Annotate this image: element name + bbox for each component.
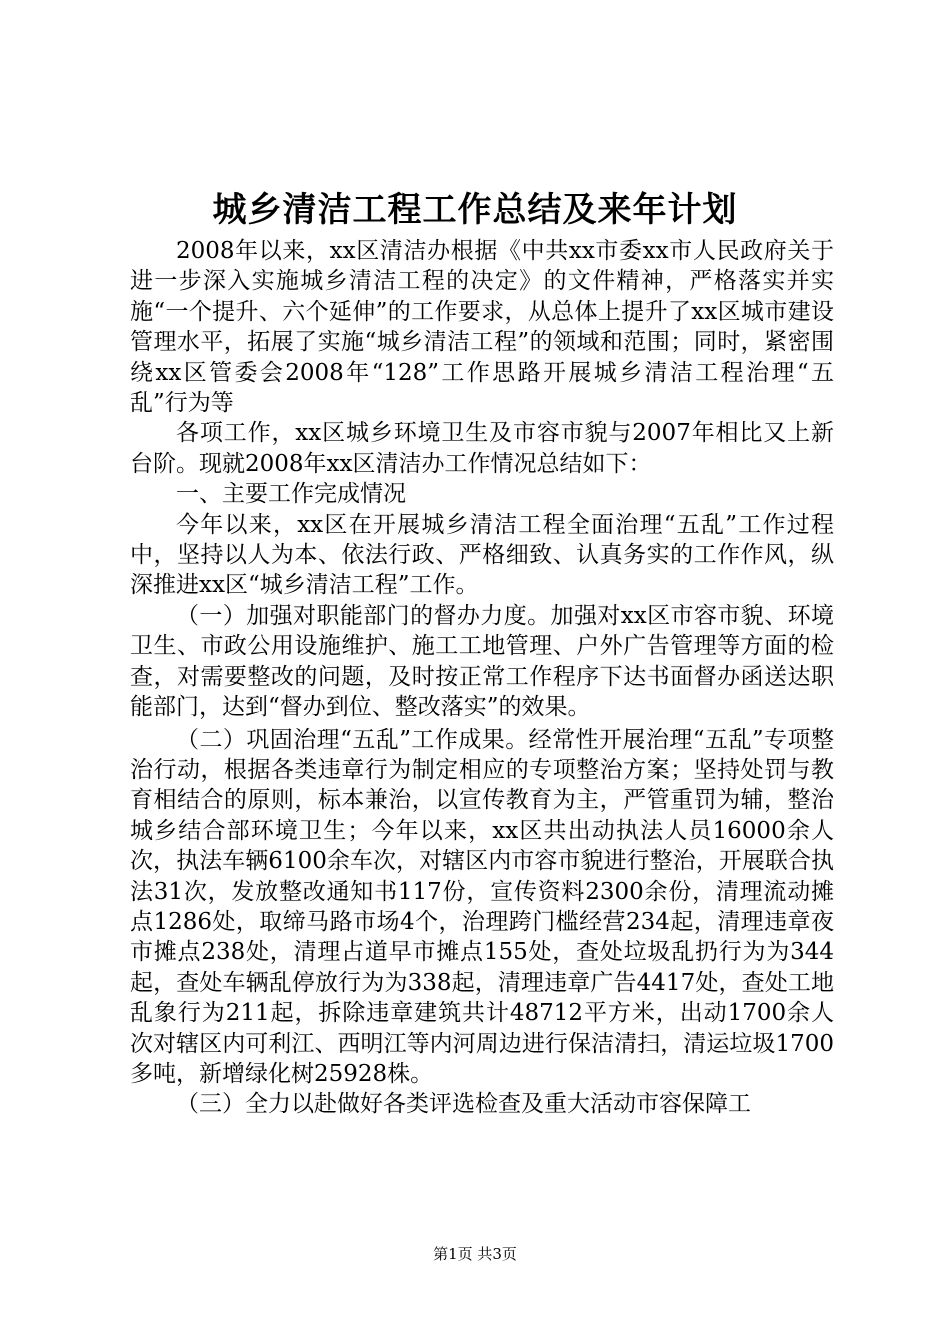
section-heading: 一、主要工作完成情况	[176, 481, 406, 508]
paragraph-item-2: （二）巩固治理“五乱”工作成果。经常性开展治理“五乱”专项整治行动，根据各类违章行为制定相应的专项整治方案；坚持处罚与教育相结合的原则，标本兼治，以宣传教育为主，严管重罚为辅，整治城乡结合部环境卫生；今年以来，xx区共出动执法人员16000余人次，执法车辆6100余车次，对辖区内市容市貌进行整治，开展联合执法31次，发放整改通知书117份，宣传资料2300余份，清理流动摊点1286处，取缔马路市场4个，治理跨门槛经营234起，清理违章夜市摊点238处，清理占道早市摊点155处，查处垃圾乱扔行为为344起，查处车辆乱停放行为为338起，清理违章广告4417处，查处工地乱象行为211起，拆除违章建筑共计48712平方米，出动1700余人次对辖区内可利江、西明江等内河周边进行保洁清扫，清运垃圾1700多吨，新增绿化树25928株。	[130, 726, 834, 1087]
paragraph-item-3: （三）全力以赴做好各类评选检查及重大活动市容保障工	[176, 1091, 751, 1118]
document-body	[130, 236, 834, 1120]
paragraph-intro-continued: 各项工作，xx区城乡环境卫生及市容市貌与2007年相比又上新台阶。现就2008年xx区清洁办工作情况总结如下：	[130, 420, 834, 477]
document-title: 城乡清洁工程工作总结及来年计划	[212, 190, 738, 230]
paragraph-intro: 2008年以来，xx区清洁办根据《中共xx市委xx市人民政府关于进一步深入实施城乡清洁工程的决定》的文件精神，严格落实并实施“一个提升、六个延伸”的工作要求，从总体上提升了xx区城市建设管理水平，拓展了实施“城乡清洁工程”的领域和范围；同时，紧密围绕xx区管委会2008年“128”工作思路开展城乡清洁工程治理“五乱”行为等	[130, 238, 834, 417]
paragraph-item-1: （一）加强对职能部门的督办力度。加强对xx区市容市貌、环境卫生、市政公用设施维护、施工工地管理、户外广告管理等方面的检查，对需要整改的问题，及时按正常工作程序下达书面督办函送达职能部门，达到“督办到位、整改落实”的效果。	[130, 602, 834, 721]
page-footer: 第1页 共3页	[433, 1245, 517, 1263]
paragraph-overview: 今年以来，xx区在开展城乡清洁工程全面治理“五乱”工作过程中，坚持以人为本、依法行政、严格细致、认真务实的工作作风，纵深推进xx区“城乡清洁工程”工作。	[130, 511, 834, 599]
